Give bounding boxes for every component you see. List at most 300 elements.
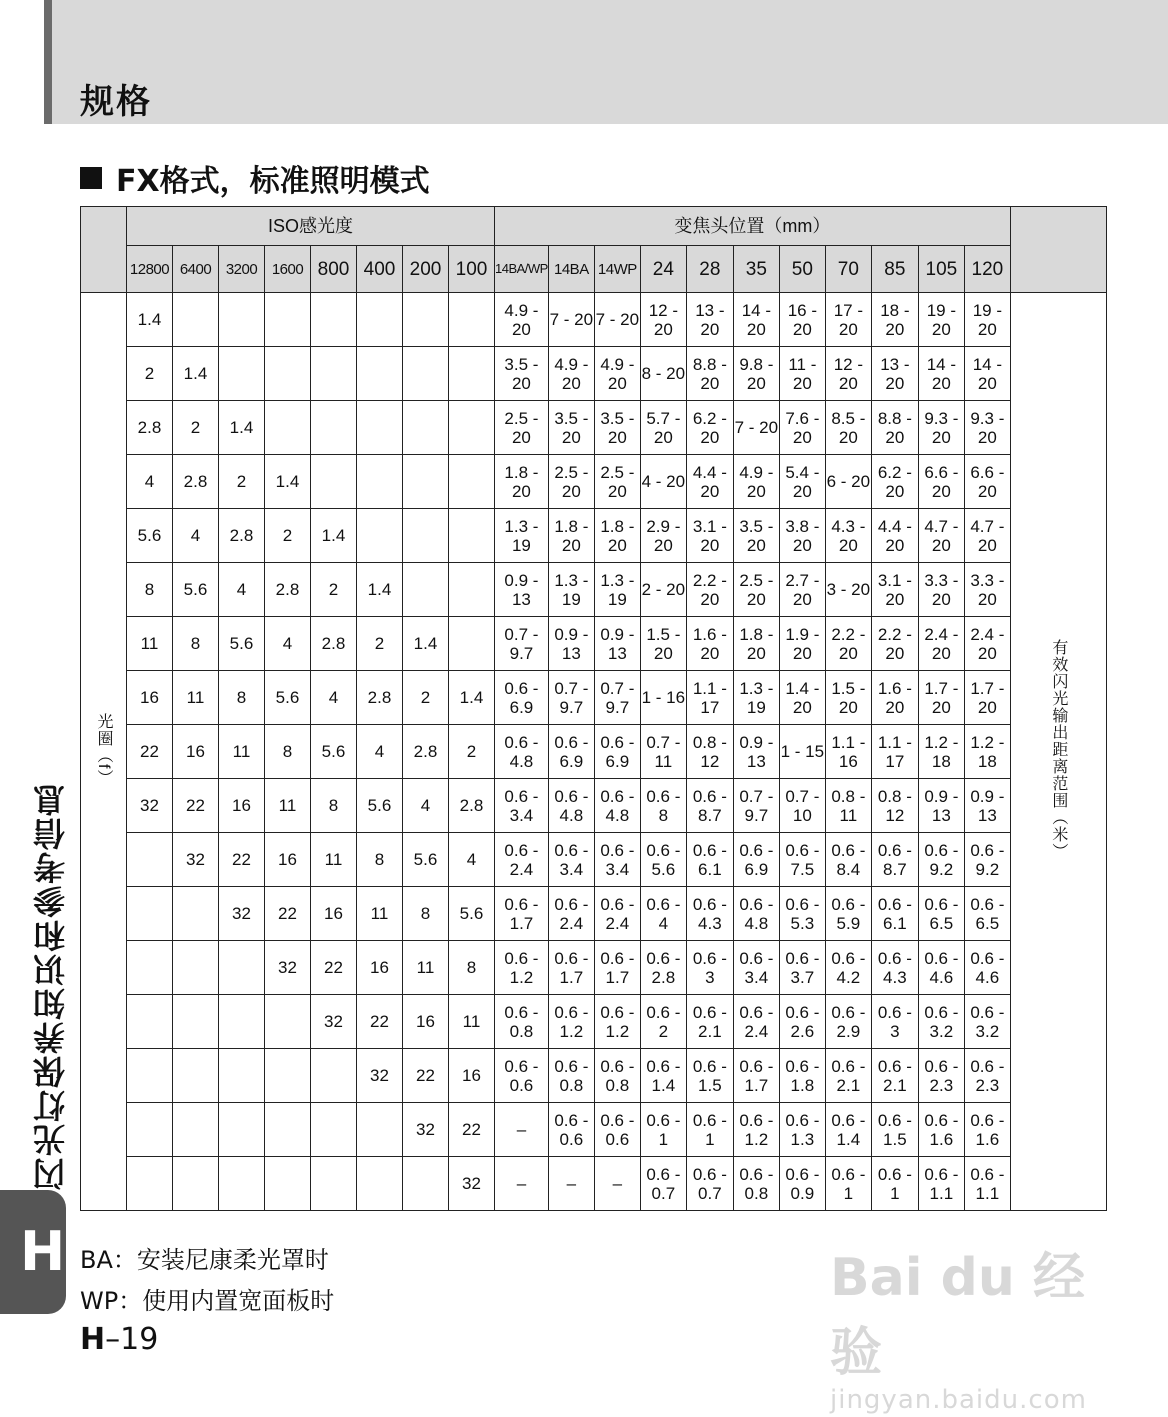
aperture-cell bbox=[219, 347, 265, 401]
aperture-cell bbox=[265, 1049, 311, 1103]
aperture-cell: 2.8 bbox=[173, 455, 219, 509]
range-cell: 0.6 - 8 bbox=[640, 779, 686, 833]
table-row bbox=[81, 347, 1107, 401]
range-cell: 0.6 - 8.4 bbox=[825, 833, 871, 887]
range-cell: 6 - 20 bbox=[825, 455, 871, 509]
range-cell: 3.5 - 20 bbox=[495, 347, 549, 401]
aperture-cell bbox=[449, 455, 495, 509]
range-cell: 7 - 20 bbox=[594, 293, 640, 347]
range-cell: 3.5 - 20 bbox=[594, 401, 640, 455]
aperture-cell bbox=[403, 563, 449, 617]
range-cell: 4.7 - 20 bbox=[918, 509, 964, 563]
range-cell: 1.4 - 20 bbox=[779, 671, 825, 725]
chapter-tab[interactable] bbox=[0, 1190, 66, 1314]
range-cell: 0.6 - 1.4 bbox=[825, 1103, 871, 1157]
range-cell: 0.6 - 1 bbox=[871, 1157, 918, 1211]
range-cell: – bbox=[548, 1157, 594, 1211]
range-cell: 0.6 - 7.5 bbox=[779, 833, 825, 887]
range-cell: 0.6 - 2.3 bbox=[918, 1049, 964, 1103]
range-cell: 8.5 - 20 bbox=[825, 401, 871, 455]
aperture-cell bbox=[173, 1049, 219, 1103]
range-cell: 3 - 20 bbox=[825, 563, 871, 617]
zoom-column-header: 24 bbox=[640, 246, 686, 293]
range-cell: 0.6 - 8.7 bbox=[871, 833, 918, 887]
aperture-cell bbox=[265, 1157, 311, 1211]
range-cell: 0.9 - 13 bbox=[733, 725, 779, 779]
range-cell: 0.8 - 12 bbox=[686, 725, 733, 779]
aperture-cell: 5.6 bbox=[403, 833, 449, 887]
aperture-cell bbox=[219, 995, 265, 1049]
range-cell: 0.6 - 2.8 bbox=[640, 941, 686, 995]
range-cell: 0.7 - 9.7 bbox=[548, 671, 594, 725]
aperture-cell bbox=[127, 995, 173, 1049]
aperture-cell: 11 bbox=[219, 725, 265, 779]
range-cell: – bbox=[594, 1157, 640, 1211]
aperture-cell bbox=[449, 401, 495, 455]
table-row bbox=[81, 833, 1107, 887]
range-cell: 17 - 20 bbox=[825, 293, 871, 347]
aperture-cell: 1.4 bbox=[219, 401, 265, 455]
aperture-cell bbox=[127, 1157, 173, 1211]
range-cell: 1.1 - 17 bbox=[686, 671, 733, 725]
aperture-cell bbox=[357, 509, 403, 563]
zoom-column-header: 14WP bbox=[594, 246, 640, 293]
zoom-column-header: 28 bbox=[686, 246, 733, 293]
range-cell: 4.7 - 20 bbox=[964, 509, 1010, 563]
aperture-cell bbox=[311, 1049, 357, 1103]
range-cell: – bbox=[495, 1157, 549, 1211]
aperture-cell: 22 bbox=[173, 779, 219, 833]
zoom-column-header: 70 bbox=[825, 246, 871, 293]
aperture-cell: 22 bbox=[265, 887, 311, 941]
aperture-cell bbox=[173, 1157, 219, 1211]
iso-column-header: 800 bbox=[311, 246, 357, 293]
zoom-column-header: 14BA bbox=[548, 246, 594, 293]
aperture-cell bbox=[265, 995, 311, 1049]
aperture-cell bbox=[311, 293, 357, 347]
spec-table bbox=[80, 206, 1107, 1211]
aperture-cell: 32 bbox=[173, 833, 219, 887]
range-cell: 1.8 - 20 bbox=[733, 617, 779, 671]
range-cell: 0.6 - 0.9 bbox=[779, 1157, 825, 1211]
range-cell: 0.6 - 3.7 bbox=[779, 941, 825, 995]
range-cell: 0.6 - 6.1 bbox=[871, 887, 918, 941]
range-cell: 1.7 - 20 bbox=[918, 671, 964, 725]
range-cell: 1.2 - 18 bbox=[964, 725, 1010, 779]
range-cell: 0.6 - 2 bbox=[640, 995, 686, 1049]
aperture-cell bbox=[357, 293, 403, 347]
aperture-cell: 1.4 bbox=[265, 455, 311, 509]
table-row bbox=[81, 887, 1107, 941]
aperture-cell: 11 bbox=[311, 833, 357, 887]
range-cell: 0.6 - 0.8 bbox=[495, 995, 549, 1049]
range-cell: 0.6 - 4.3 bbox=[686, 887, 733, 941]
aperture-cell: 11 bbox=[403, 941, 449, 995]
range-cell: 0.6 - 5.9 bbox=[825, 887, 871, 941]
aperture-cell: 32 bbox=[265, 941, 311, 995]
range-cell: 0.6 - 0.6 bbox=[594, 1103, 640, 1157]
range-cell: 0.6 - 1 bbox=[825, 1157, 871, 1211]
aperture-cell: 1.4 bbox=[357, 563, 403, 617]
iso-column-header: 1600 bbox=[265, 246, 311, 293]
iso-column-header: 200 bbox=[403, 246, 449, 293]
watermark-main: Bai du 经验 bbox=[830, 1248, 1085, 1383]
range-cell: 14 - 20 bbox=[733, 293, 779, 347]
range-cell: 1.8 - 20 bbox=[548, 509, 594, 563]
aperture-cell: 11 bbox=[449, 995, 495, 1049]
aperture-cell: 4 bbox=[127, 455, 173, 509]
range-cell: 2.2 - 20 bbox=[871, 617, 918, 671]
range-cell: 2.5 - 20 bbox=[548, 455, 594, 509]
range-cell: 0.6 - 1 bbox=[686, 1103, 733, 1157]
aperture-cell: 5.6 bbox=[265, 671, 311, 725]
range-cell: 0.7 - 9.7 bbox=[594, 671, 640, 725]
aperture-cell bbox=[173, 293, 219, 347]
range-cell: 1 - 15 bbox=[779, 725, 825, 779]
page-number-prefix: H bbox=[80, 1322, 106, 1357]
aperture-cell: 11 bbox=[173, 671, 219, 725]
range-cell: 0.9 - 13 bbox=[495, 563, 549, 617]
range-cell: 0.6 - 4.8 bbox=[594, 779, 640, 833]
range-cell: 0.6 - 4.8 bbox=[548, 779, 594, 833]
range-cell: 3.3 - 20 bbox=[964, 563, 1010, 617]
aperture-cell bbox=[403, 1157, 449, 1211]
aperture-cell: 8 bbox=[127, 563, 173, 617]
aperture-cell bbox=[357, 455, 403, 509]
aperture-cell bbox=[219, 293, 265, 347]
range-cell: 0.6 - 9.2 bbox=[918, 833, 964, 887]
range-cell: 7 - 20 bbox=[733, 401, 779, 455]
table-row bbox=[81, 995, 1107, 1049]
chapter-side-title: 闪光灯保养知识和参考信息 bbox=[32, 782, 70, 1190]
range-cell: 2.9 - 20 bbox=[640, 509, 686, 563]
aperture-cell bbox=[403, 509, 449, 563]
aperture-cell bbox=[127, 1103, 173, 1157]
range-cell: 0.6 - 0.6 bbox=[495, 1049, 549, 1103]
aperture-cell: 16 bbox=[403, 995, 449, 1049]
zoom-column-header: 35 bbox=[733, 246, 779, 293]
aperture-cell bbox=[265, 293, 311, 347]
aperture-cell bbox=[127, 833, 173, 887]
range-cell: 18 - 20 bbox=[871, 293, 918, 347]
aperture-cell: 16 bbox=[173, 725, 219, 779]
aperture-cell: 1.4 bbox=[173, 347, 219, 401]
aperture-cell: 16 bbox=[219, 779, 265, 833]
range-cell: 3.1 - 20 bbox=[871, 563, 918, 617]
range-cell: 0.6 - 1.2 bbox=[495, 941, 549, 995]
table-row bbox=[81, 941, 1107, 995]
aperture-cell: 22 bbox=[219, 833, 265, 887]
range-cell: 1.1 - 16 bbox=[825, 725, 871, 779]
range-cell: 13 - 20 bbox=[871, 347, 918, 401]
note-wp: WP：使用内置宽面板时 bbox=[80, 1287, 335, 1315]
aperture-cell bbox=[219, 1157, 265, 1211]
aperture-cell bbox=[311, 401, 357, 455]
range-cell: 0.6 - 1.7 bbox=[548, 941, 594, 995]
table-row bbox=[81, 293, 1107, 347]
aperture-cell bbox=[173, 887, 219, 941]
aperture-cell: 22 bbox=[311, 941, 357, 995]
iso-column-header: 12800 bbox=[127, 246, 173, 293]
range-cell: 0.6 - 1.8 bbox=[779, 1049, 825, 1103]
aperture-cell: 4 bbox=[403, 779, 449, 833]
aperture-cell: 4 bbox=[449, 833, 495, 887]
section-title-text: FX格式，标准照明模式 bbox=[116, 164, 430, 199]
range-cell: 9.3 - 20 bbox=[918, 401, 964, 455]
aperture-cell: 22 bbox=[357, 995, 403, 1049]
table-row bbox=[81, 617, 1107, 671]
range-cell: 4.9 - 20 bbox=[733, 455, 779, 509]
header-band bbox=[52, 0, 1168, 124]
aperture-cell bbox=[449, 563, 495, 617]
aperture-cell: 8 bbox=[173, 617, 219, 671]
range-cell: 2.7 - 20 bbox=[779, 563, 825, 617]
range-cell: 0.6 - 6.9 bbox=[594, 725, 640, 779]
aperture-cell bbox=[311, 455, 357, 509]
range-cell: 0.6 - 1.2 bbox=[594, 995, 640, 1049]
aperture-cell: 11 bbox=[127, 617, 173, 671]
range-cell: 8.8 - 20 bbox=[871, 401, 918, 455]
range-cell: 0.9 - 13 bbox=[548, 617, 594, 671]
aperture-cell bbox=[449, 509, 495, 563]
aperture-cell: 32 bbox=[311, 995, 357, 1049]
range-cell: 2.2 - 20 bbox=[825, 617, 871, 671]
aperture-cell bbox=[219, 941, 265, 995]
range-cell: 0.6 - 1.7 bbox=[495, 887, 549, 941]
range-cell: 6.2 - 20 bbox=[686, 401, 733, 455]
aperture-cell: 32 bbox=[127, 779, 173, 833]
range-cell: 0.6 - 1.5 bbox=[686, 1049, 733, 1103]
aperture-cell: 1.4 bbox=[311, 509, 357, 563]
range-cell: 0.6 - 2.4 bbox=[594, 887, 640, 941]
range-cell: 7.6 - 20 bbox=[779, 401, 825, 455]
range-cell: 3.3 - 20 bbox=[918, 563, 964, 617]
aperture-cell bbox=[403, 293, 449, 347]
corner-cell bbox=[81, 207, 127, 293]
range-cell: 1.3 - 19 bbox=[548, 563, 594, 617]
range-cell: 0.6 - 0.8 bbox=[733, 1157, 779, 1211]
range-cell: 1.5 - 20 bbox=[640, 617, 686, 671]
range-cell: 0.8 - 11 bbox=[825, 779, 871, 833]
range-cell: 1.8 - 20 bbox=[495, 455, 549, 509]
range-cell: 0.6 - 3.4 bbox=[548, 833, 594, 887]
aperture-cell: 16 bbox=[357, 941, 403, 995]
range-cell: – bbox=[495, 1103, 549, 1157]
range-cell: 0.6 - 1.6 bbox=[918, 1103, 964, 1157]
aperture-cell: 32 bbox=[219, 887, 265, 941]
note-ba: BA：安装尼康柔光罩时 bbox=[80, 1246, 329, 1274]
range-cell: 0.6 - 2.1 bbox=[871, 1049, 918, 1103]
table-row bbox=[81, 1103, 1107, 1157]
aperture-cell: 5.6 bbox=[127, 509, 173, 563]
range-cell: 0.6 - 6.5 bbox=[964, 887, 1010, 941]
range-cell: 0.6 - 2.4 bbox=[495, 833, 549, 887]
range-cell: 0.6 - 6.9 bbox=[495, 671, 549, 725]
range-cell: 1.5 - 20 bbox=[825, 671, 871, 725]
aperture-cell: 2.8 bbox=[219, 509, 265, 563]
aperture-cell: 2 bbox=[265, 509, 311, 563]
zoom-column-header: 85 bbox=[871, 246, 918, 293]
range-cell: 19 - 20 bbox=[918, 293, 964, 347]
range-cell: 3.8 - 20 bbox=[779, 509, 825, 563]
aperture-cell: 8 bbox=[403, 887, 449, 941]
aperture-cell bbox=[173, 941, 219, 995]
range-cell: 0.6 - 1.5 bbox=[871, 1103, 918, 1157]
range-cell: 0.6 - 2.6 bbox=[779, 995, 825, 1049]
aperture-cell: 2 bbox=[403, 671, 449, 725]
range-cell: 8 - 20 bbox=[640, 347, 686, 401]
range-cell: 9.8 - 20 bbox=[733, 347, 779, 401]
range-cell: 0.6 - 1.1 bbox=[964, 1157, 1010, 1211]
aperture-cell: 11 bbox=[265, 779, 311, 833]
aperture-cell: 2.8 bbox=[127, 401, 173, 455]
range-cell: 5.7 - 20 bbox=[640, 401, 686, 455]
range-cell: 0.9 - 13 bbox=[918, 779, 964, 833]
aperture-cell bbox=[311, 347, 357, 401]
range-cell: 0.6 - 1.4 bbox=[640, 1049, 686, 1103]
aperture-cell: 4 bbox=[173, 509, 219, 563]
section-title bbox=[80, 156, 430, 200]
aperture-cell: 2 bbox=[127, 347, 173, 401]
range-cell: 4.4 - 20 bbox=[871, 509, 918, 563]
baidu-watermark bbox=[830, 1235, 1120, 1415]
iso-column-header: 400 bbox=[357, 246, 403, 293]
range-cell: 13 - 20 bbox=[686, 293, 733, 347]
aperture-cell: 8 bbox=[311, 779, 357, 833]
aperture-cell bbox=[357, 347, 403, 401]
range-cell: 0.6 - 2.1 bbox=[686, 995, 733, 1049]
aperture-cell: 16 bbox=[265, 833, 311, 887]
range-cell: 5.4 - 20 bbox=[779, 455, 825, 509]
aperture-cell bbox=[127, 941, 173, 995]
aperture-cell: 2 bbox=[219, 455, 265, 509]
aperture-cell bbox=[311, 1103, 357, 1157]
aperture-cell bbox=[219, 1049, 265, 1103]
range-cell: 0.6 - 9.2 bbox=[964, 833, 1010, 887]
range-cell: 0.9 - 13 bbox=[964, 779, 1010, 833]
aperture-cell bbox=[357, 401, 403, 455]
range-cell: 14 - 20 bbox=[964, 347, 1010, 401]
range-cell: 0.6 - 3.2 bbox=[918, 995, 964, 1049]
aperture-cell bbox=[173, 1103, 219, 1157]
table-row bbox=[81, 455, 1107, 509]
page-number-suffix: –19 bbox=[105, 1322, 159, 1357]
range-cell: 4.9 - 20 bbox=[548, 347, 594, 401]
range-cell: 0.6 - 2.4 bbox=[548, 887, 594, 941]
iso-column-header: 6400 bbox=[173, 246, 219, 293]
range-cell: 0.6 - 1.7 bbox=[594, 941, 640, 995]
range-cell: 0.6 - 1.2 bbox=[733, 1103, 779, 1157]
aperture-cell: 2 bbox=[357, 617, 403, 671]
aperture-cell: 4 bbox=[357, 725, 403, 779]
aperture-cell bbox=[403, 347, 449, 401]
iso-group-header: ISO感光度 bbox=[127, 207, 495, 246]
range-cell: 1.1 - 17 bbox=[871, 725, 918, 779]
range-cell: 1.6 - 20 bbox=[871, 671, 918, 725]
range-axis-label-text: 有效闪光输出距离范围（米） bbox=[1049, 639, 1067, 860]
range-cell: 1.7 - 20 bbox=[964, 671, 1010, 725]
range-cell: 4.9 - 20 bbox=[594, 347, 640, 401]
range-cell: 4.9 - 20 bbox=[495, 293, 549, 347]
range-cell: 0.6 - 1.1 bbox=[918, 1157, 964, 1211]
range-cell: 4 - 20 bbox=[640, 455, 686, 509]
range-cell: 3.5 - 20 bbox=[548, 401, 594, 455]
aperture-cell: 5.6 bbox=[173, 563, 219, 617]
aperture-cell: 16 bbox=[449, 1049, 495, 1103]
range-cell: 1.3 - 19 bbox=[594, 563, 640, 617]
range-cell: 0.6 - 1 bbox=[640, 1103, 686, 1157]
range-cell: 0.8 - 12 bbox=[871, 779, 918, 833]
aperture-cell: 2 bbox=[311, 563, 357, 617]
aperture-cell: 2.8 bbox=[265, 563, 311, 617]
aperture-cell: 1.4 bbox=[449, 671, 495, 725]
aperture-cell bbox=[357, 1103, 403, 1157]
aperture-cell: 32 bbox=[357, 1049, 403, 1103]
aperture-cell bbox=[265, 1103, 311, 1157]
range-cell: 0.6 - 2.4 bbox=[733, 995, 779, 1049]
range-cell: 0.7 - 9.7 bbox=[733, 779, 779, 833]
range-cell: 6.6 - 20 bbox=[964, 455, 1010, 509]
aperture-cell: 11 bbox=[357, 887, 403, 941]
range-cell: 2.5 - 20 bbox=[495, 401, 549, 455]
range-cell: 0.6 - 4.8 bbox=[495, 725, 549, 779]
iso-column-header: 100 bbox=[449, 246, 495, 293]
range-cell: 1.6 - 20 bbox=[686, 617, 733, 671]
table-row bbox=[81, 509, 1107, 563]
range-cell: 0.7 - 10 bbox=[779, 779, 825, 833]
range-cell: 4.3 - 20 bbox=[825, 509, 871, 563]
range-cell: 0.6 - 3 bbox=[686, 941, 733, 995]
corner-cell-right bbox=[1010, 207, 1106, 293]
range-cell: 6.2 - 20 bbox=[871, 455, 918, 509]
table-row bbox=[81, 779, 1107, 833]
range-cell: 0.6 - 4.6 bbox=[964, 941, 1010, 995]
zoom-column-header: 120 bbox=[964, 246, 1010, 293]
aperture-cell bbox=[449, 347, 495, 401]
range-cell: 6.6 - 20 bbox=[918, 455, 964, 509]
table-row bbox=[81, 1049, 1107, 1103]
iso-column-header: 3200 bbox=[219, 246, 265, 293]
aperture-cell: 2.8 bbox=[403, 725, 449, 779]
range-cell: 12 - 20 bbox=[825, 347, 871, 401]
range-cell: 0.6 - 3.4 bbox=[495, 779, 549, 833]
range-cell: 0.6 - 4.6 bbox=[918, 941, 964, 995]
aperture-cell: 32 bbox=[403, 1103, 449, 1157]
aperture-cell bbox=[219, 1103, 265, 1157]
aperture-cell bbox=[265, 401, 311, 455]
zoom-column-header: 50 bbox=[779, 246, 825, 293]
aperture-cell: 22 bbox=[403, 1049, 449, 1103]
range-cell: 0.6 - 2.1 bbox=[825, 1049, 871, 1103]
aperture-axis-label-text: 光圈（f） bbox=[95, 712, 112, 787]
aperture-cell: 1.4 bbox=[127, 293, 173, 347]
aperture-cell: 2.8 bbox=[357, 671, 403, 725]
aperture-cell: 8 bbox=[357, 833, 403, 887]
aperture-cell bbox=[449, 617, 495, 671]
range-cell: 1 - 16 bbox=[640, 671, 686, 725]
aperture-cell bbox=[127, 887, 173, 941]
zoom-column-header: 105 bbox=[918, 246, 964, 293]
table-row bbox=[81, 1157, 1107, 1211]
aperture-cell: 22 bbox=[127, 725, 173, 779]
range-cell: 2.5 - 20 bbox=[733, 563, 779, 617]
range-cell: 0.6 - 8.7 bbox=[686, 779, 733, 833]
range-cell: 2 - 20 bbox=[640, 563, 686, 617]
range-cell: 0.6 - 6.5 bbox=[918, 887, 964, 941]
range-cell: 0.6 - 3.2 bbox=[964, 995, 1010, 1049]
table-row bbox=[81, 725, 1107, 779]
range-axis-label bbox=[1010, 293, 1106, 1211]
